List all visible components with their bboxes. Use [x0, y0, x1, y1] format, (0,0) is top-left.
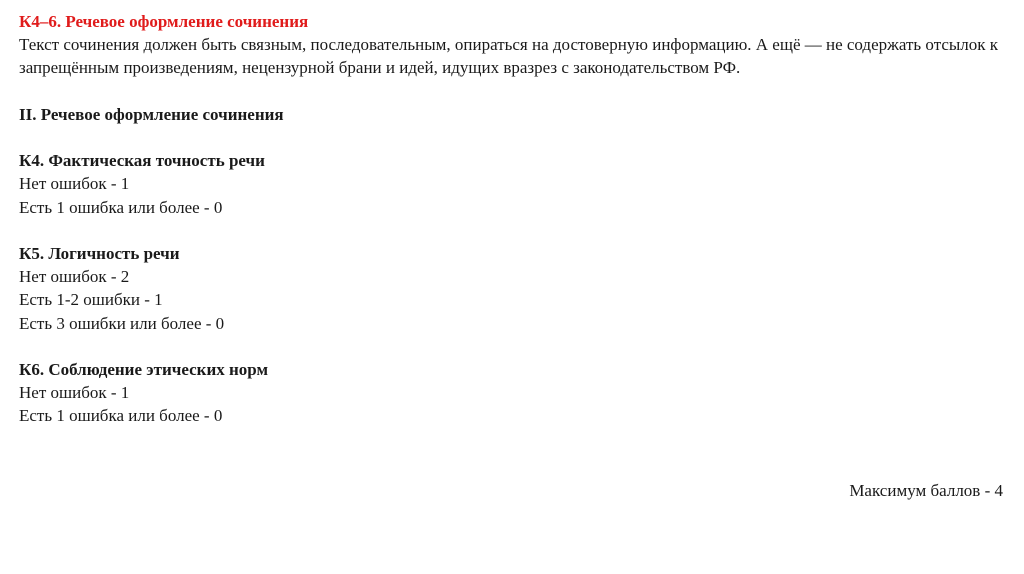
criterion-item: Нет ошибок - 2: [19, 267, 130, 287]
criterion-item: Есть 1 ошибка или более - 0: [19, 406, 223, 426]
criterion-item: Есть 3 ошибки или более - 0: [19, 313, 225, 333]
criterion-item: Нет ошибок - 1: [19, 383, 130, 403]
criterion-k6: [19, 358, 1009, 428]
criterion-item: Есть 1-2 ошибки - 1: [19, 290, 163, 310]
spacer: [19, 335, 1009, 358]
criterion-heading: К6. Соблюдение этических норм: [19, 359, 269, 379]
criterion-k4: [19, 149, 1009, 219]
criterion-heading: К4. Фактическая точность речи: [19, 151, 265, 171]
criterion-item: Есть 1 ошибка или более - 0: [19, 197, 223, 217]
intro-paragraph: Текст сочинения должен быть связным, последовательным, опираться на достоверную информацию. А ещё — не содержать отсылок к запрещённым произведениям, нецензурной брани и идей, идущих вразрез с законодательством РФ.: [19, 35, 999, 78]
criterion-k5: [19, 242, 1009, 335]
section-heading: II. Речевое оформление сочинения: [19, 104, 284, 124]
spacer: [19, 80, 1009, 103]
slide-content: [19, 10, 1009, 428]
criterion-item: Нет ошибок - 1: [19, 174, 130, 194]
spacer: [19, 126, 1009, 149]
criterion-heading: К5. Логичность речи: [19, 243, 180, 263]
spacer: [19, 219, 1009, 242]
slide-title: К4–6. Речевое оформление сочинения: [19, 12, 309, 31]
max-score: Максимум баллов - 4: [849, 481, 1003, 500]
